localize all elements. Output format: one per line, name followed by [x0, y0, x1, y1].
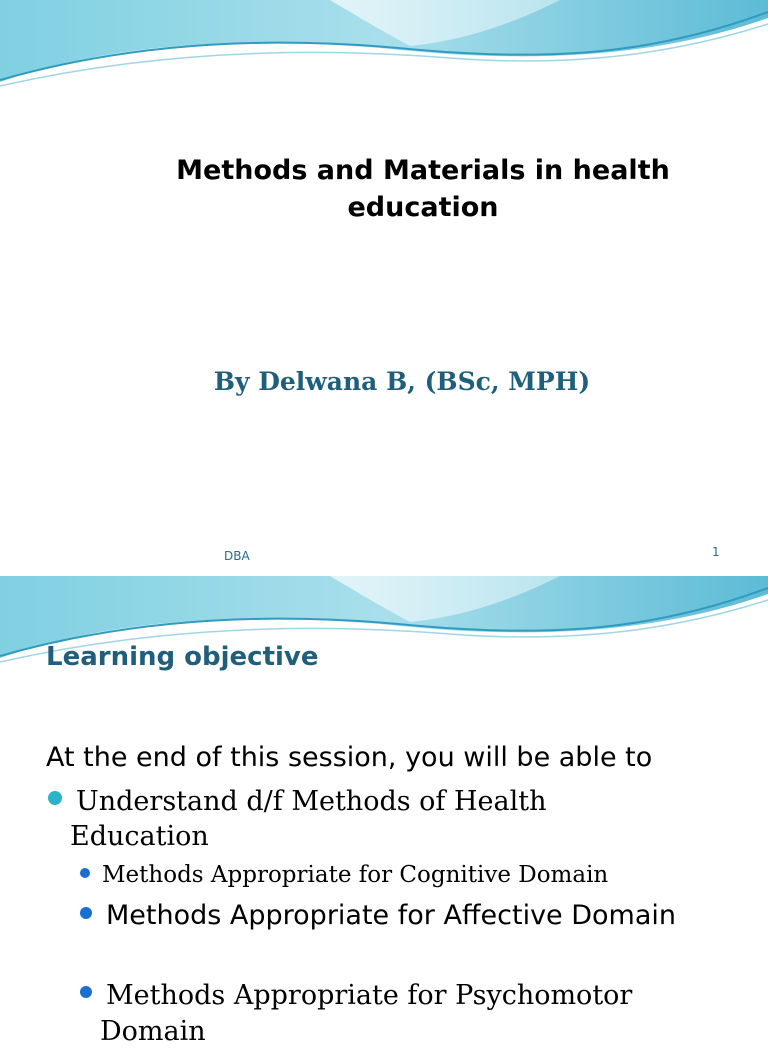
circle-bullet-icon [48, 791, 62, 805]
slide-title: Learning objective [46, 642, 319, 672]
slide-title: Methods and Materials in health education [176, 155, 670, 223]
slide-number: 1 [712, 545, 720, 559]
circle-bullet-icon [80, 907, 92, 919]
list-item: Understand d/f Methods of Health Education [70, 786, 547, 852]
intro-text: At the end of this session, you will be able to [46, 742, 653, 773]
list-item: Methods Appropriate for Cognitive Domain [102, 862, 609, 888]
slide-2 [0, 576, 768, 1047]
slide-footer: DBA [224, 549, 250, 563]
author-line: By Delwana B, (BSc, MPH) [213, 367, 591, 396]
circle-bullet-icon [80, 868, 90, 878]
circle-bullet-icon [80, 986, 92, 998]
list-item: Methods Appropriate for Affective Domain [106, 900, 677, 931]
list-item: Methods Appropriate for Psychomotor Domain [100, 980, 633, 1047]
wave-banner-graphic [0, 0, 768, 90]
